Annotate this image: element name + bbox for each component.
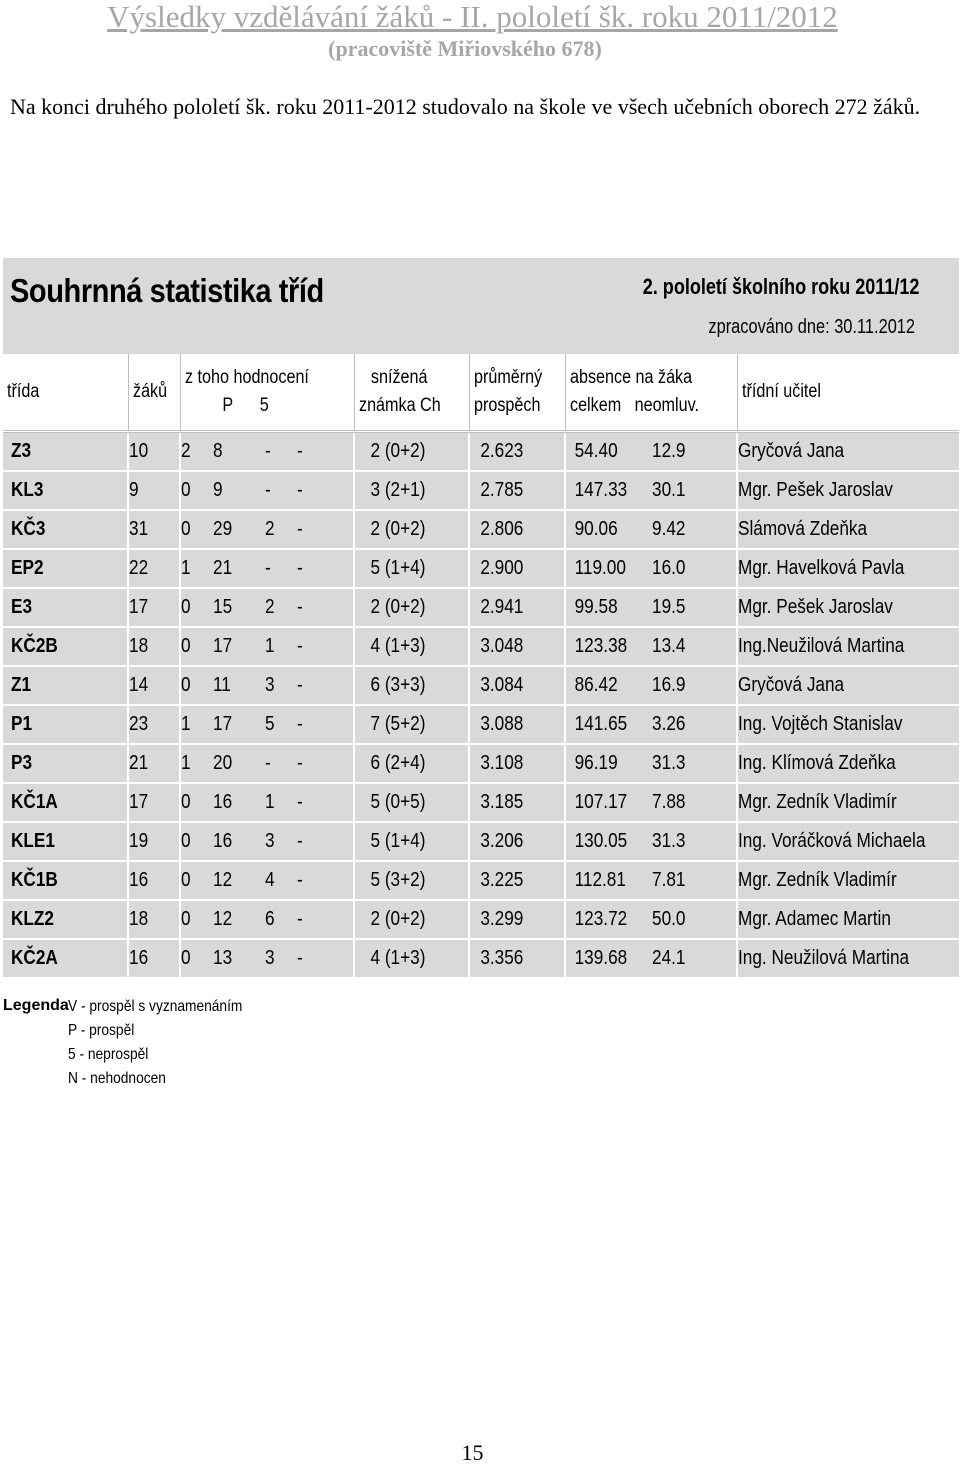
legend [3,995,959,1090]
cell-ucitel: Ing. Klímová Zdeňka [738,752,896,774]
cell-ucitel: Gryčová Jana [738,674,845,696]
cell-p: 16 [213,830,233,852]
cell-v: 1 [181,713,191,735]
cell-absence-celkem: 130.05 [574,830,628,852]
cell-prumer: 3.088 [480,713,524,735]
cell-5: - [265,752,271,774]
table-row [3,471,959,510]
cell-trida: P1 [11,713,33,735]
cell-absence-neomluv: 16.9 [652,674,686,696]
table-cell [565,822,737,861]
cell-n: - [297,674,303,696]
table-cell [469,744,565,783]
cell-p: 13 [213,947,233,969]
cell-ucitel: Mgr. Zedník Vladimír [738,791,897,813]
cell-trida: KČ1A [11,791,58,813]
cell-n: - [297,713,303,735]
legend-label: Legenda [3,997,69,1014]
table-row [3,900,959,939]
cell-absence-neomluv: 31.3 [652,830,686,852]
sheet-semester: 2. pololetí školního roku 2011/12 [642,274,919,299]
table-row [3,783,959,822]
cell-ucitel: Gryčová Jana [738,440,845,462]
cell-absence-celkem: 54.40 [574,440,618,462]
cell-prumer: 2.623 [480,440,524,462]
cell-zaku: 31 [129,518,149,540]
cell-n: - [297,830,303,852]
cell-ucitel: Ing. Vojtěch Stanislav [738,713,903,735]
table-cell [128,666,180,705]
cell-absence-neomluv: 24.1 [652,947,686,969]
table-cell [3,705,128,744]
cell-ucitel: Slámová Zdeňka [738,518,868,540]
table-row [3,549,959,588]
table-cell [565,939,737,978]
cell-snizena: 7 (5+2) [370,713,426,735]
cell-v: 1 [181,557,191,579]
cell-n: - [297,752,303,774]
table-cell [3,822,128,861]
cell-snizena: 4 (1+3) [370,635,426,657]
cell-trida: E3 [11,596,33,618]
cell-n: - [297,869,303,891]
table-cell [180,783,354,822]
cell-prumer: 2.806 [480,518,524,540]
table-cell [469,861,565,900]
table-row [3,666,959,705]
table-cell [180,627,354,666]
page-number: 15 [461,1440,484,1465]
cell-v: 0 [181,791,191,813]
table-cell [354,627,469,666]
cell-p: 20 [213,752,233,774]
cell-absence-neomluv: 31.3 [652,752,686,774]
table-cell [180,432,354,472]
cell-trida: KČ3 [11,518,46,540]
cell-n: - [297,635,303,657]
cell-snizena: 5 (3+2) [370,869,426,891]
cell-snizena: 4 (1+3) [370,947,426,969]
cell-5: - [265,479,271,501]
table-cell [128,432,180,472]
cell-p: 29 [213,518,233,540]
table-cell [180,822,354,861]
cell-absence-celkem: 96.19 [574,752,618,774]
cell-ucitel: Ing.Neužilová Martina [738,635,905,657]
cell-prumer: 2.785 [480,479,524,501]
page-title: Výsledky vzdělávání žáků - II. pololetí šk. roku 2011/2012 [107,0,838,34]
cell-v: 2 [181,440,191,462]
table-cell [737,549,959,588]
cell-v: 0 [181,869,191,891]
table-cell [3,939,128,978]
cell-zaku: 16 [129,947,149,969]
cell-snizena: 5 (1+4) [370,830,426,852]
table-cell [3,900,128,939]
statistics-sheet [3,258,959,1090]
cell-zaku: 16 [129,869,149,891]
cell-absence-neomluv: 3.26 [652,713,686,735]
table-cell [3,510,128,549]
cell-snizena: 6 (2+4) [370,752,426,774]
sheet-processed-date: zpracováno dne: 30.11.2012 [708,316,915,338]
cell-5: - [265,440,271,462]
table-cell [565,900,737,939]
page-subtitle: (pracoviště Miřiovského 678) [328,36,602,61]
table-cell [128,588,180,627]
cell-zaku: 23 [129,713,149,735]
table-cell [469,666,565,705]
table-cell [128,822,180,861]
cell-absence-celkem: 112.81 [574,869,626,891]
table-cell [180,861,354,900]
table-cell [354,900,469,939]
cell-n: - [297,791,303,813]
cell-absence-neomluv: 7.88 [652,791,686,813]
cell-snizena: 2 (0+2) [370,908,426,930]
cell-absence-neomluv: 50.0 [652,908,686,930]
cell-absence-celkem: 107.17 [574,791,628,813]
cell-absence-neomluv: 7.81 [652,869,686,891]
table-cell [128,705,180,744]
table-cell [565,471,737,510]
cell-zaku: 17 [129,596,149,618]
cell-trida: KL3 [11,479,44,501]
table-cell [3,432,128,472]
cell-snizena: 2 (0+2) [370,440,426,462]
table-cell [180,510,354,549]
table-cell [180,549,354,588]
cell-5: 2 [265,518,275,540]
legend-item: 5 - neprospěl [68,1046,149,1063]
cell-trida: KČ1B [11,869,58,891]
table-cell [354,588,469,627]
table-cell [469,471,565,510]
cell-trida: KLE1 [11,830,55,852]
sheet-banner [3,258,959,354]
table-cell [565,666,737,705]
table-cell [469,549,565,588]
table-row [3,705,959,744]
cell-p: 9 [213,479,223,501]
cell-trida: KČ2A [11,947,58,969]
cell-zaku: 21 [129,752,149,774]
cell-trida: P3 [11,752,33,774]
cell-5: 4 [265,869,275,891]
cell-absence-celkem: 139.68 [574,947,628,969]
cell-p: 12 [213,869,233,891]
table-cell [737,861,959,900]
table-cell [737,705,959,744]
table-cell [354,666,469,705]
table-cell [737,939,959,978]
table-cell [3,471,128,510]
table-cell [354,783,469,822]
col-header-ucitel: třídní učitel [737,354,959,432]
cell-prumer: 2.900 [480,557,524,579]
cell-v: 0 [181,947,191,969]
table-cell [565,588,737,627]
cell-absence-neomluv: 12.9 [652,440,686,462]
table-cell [737,432,959,472]
table-cell [3,744,128,783]
cell-zaku: 19 [129,830,149,852]
cell-v: 0 [181,635,191,657]
table-cell [469,627,565,666]
cell-prumer: 2.941 [480,596,524,618]
table-cell [128,510,180,549]
cell-n: - [297,947,303,969]
cell-5: 3 [265,830,275,852]
table-row [3,744,959,783]
cell-snizena: 6 (3+3) [370,674,426,696]
table-cell [565,510,737,549]
cell-ucitel: Mgr. Zedník Vladimír [738,869,897,891]
cell-absence-celkem: 123.38 [574,635,628,657]
cell-n: - [297,479,303,501]
cell-zaku: 10 [129,440,149,462]
cell-zaku: 18 [129,635,149,657]
table-row [3,510,959,549]
table-cell [3,861,128,900]
table-cell [3,588,128,627]
table-cell [354,939,469,978]
cell-snizena: 3 (2+1) [370,479,426,501]
cell-5: 2 [265,596,275,618]
cell-absence-celkem: 119.00 [574,557,626,579]
cell-zaku: 9 [129,479,139,501]
table-cell [737,822,959,861]
col-header-trida: třída [3,354,128,432]
col-header-snizena: snížená známka Ch [354,354,469,432]
table-cell [737,588,959,627]
table-cell [180,900,354,939]
cell-absence-neomluv: 19.5 [652,596,686,618]
cell-5: 3 [265,674,275,696]
cell-snizena: 2 (0+2) [370,518,426,540]
col-header-prumer: průměrný prospěch [469,354,565,432]
table-cell [354,705,469,744]
table-cell [3,549,128,588]
cell-trida: Z1 [11,674,32,696]
table-cell [737,666,959,705]
table-cell [180,744,354,783]
cell-zaku: 17 [129,791,149,813]
table-cell [128,627,180,666]
cell-absence-celkem: 147.33 [574,479,628,501]
table-cell [354,471,469,510]
class-statistics-table [3,354,959,979]
table-cell [128,549,180,588]
cell-snizena: 2 (0+2) [370,596,426,618]
table-cell [180,705,354,744]
cell-trida: EP2 [11,557,44,579]
cell-prumer: 3.206 [480,830,524,852]
table-cell [565,549,737,588]
table-cell [469,588,565,627]
table-cell [737,510,959,549]
table-cell [469,900,565,939]
cell-trida: KČ2B [11,635,58,657]
cell-v: 0 [181,479,191,501]
cell-prumer: 3.048 [480,635,524,657]
cell-v: 1 [181,752,191,774]
intro-paragraph: Na konci druhého pololetí šk. roku 2011-2012 studovalo na škole ve všech učebních oborech 272 žáků. [10,94,921,119]
cell-snizena: 5 (0+5) [370,791,426,813]
legend-item: V - prospěl s vyznamenáním [68,998,243,1015]
table-cell [180,666,354,705]
cell-ucitel: Ing. Neužilová Martina [738,947,910,969]
cell-trida: Z3 [11,440,32,462]
cell-n: - [297,557,303,579]
cell-5: 1 [265,791,275,813]
cell-prumer: 3.356 [480,947,524,969]
cell-zaku: 14 [129,674,149,696]
table-cell [354,861,469,900]
table-header-row [3,354,959,432]
cell-v: 0 [181,596,191,618]
cell-absence-celkem: 99.58 [574,596,618,618]
cell-prumer: 3.299 [480,908,524,930]
legend-item: P - prospěl [68,1022,135,1039]
table-cell [128,744,180,783]
table-cell [469,939,565,978]
table-row [3,588,959,627]
cell-ucitel: Mgr. Adamec Martin [738,908,891,930]
table-row [3,822,959,861]
cell-prumer: 3.225 [480,869,524,891]
cell-absence-neomluv: 30.1 [652,479,686,501]
table-cell [180,939,354,978]
cell-n: - [297,908,303,930]
sheet-title: Souhrnná statistika tříd [10,272,324,309]
cell-p: 17 [213,713,233,735]
table-cell [128,783,180,822]
cell-n: - [297,440,303,462]
cell-5: - [265,557,271,579]
cell-p: 11 [213,674,231,696]
table-cell [180,471,354,510]
cell-5: 1 [265,635,275,657]
col-header-hodnoceni: z toho hodnocení P 5 [180,354,354,432]
cell-zaku: 22 [129,557,149,579]
table-cell [469,822,565,861]
table-cell [128,471,180,510]
cell-prumer: 3.108 [480,752,524,774]
col-header-absence: absence na žáka celkem neomluv. [565,354,737,432]
legend-item: N - nehodnocen [68,1070,166,1087]
table-cell [469,705,565,744]
cell-absence-neomluv: 16.0 [652,557,686,579]
cell-v: 0 [181,908,191,930]
cell-absence-neomluv: 13.4 [652,635,686,657]
table-cell [565,627,737,666]
table-cell [180,588,354,627]
cell-prumer: 3.185 [480,791,524,813]
cell-trida: KLZ2 [11,908,54,930]
table-cell [737,783,959,822]
cell-ucitel: Ing. Voráčková Michaela [738,830,926,852]
cell-ucitel: Mgr. Havelková Pavla [738,557,905,579]
table-cell [737,900,959,939]
table-cell [128,900,180,939]
cell-p: 16 [213,791,233,813]
cell-p: 15 [213,596,233,618]
table-cell [3,627,128,666]
cell-prumer: 3.084 [480,674,524,696]
table-cell [469,432,565,472]
table-cell [3,666,128,705]
cell-ucitel: Mgr. Pešek Jaroslav [738,479,893,501]
cell-absence-celkem: 90.06 [574,518,618,540]
cell-p: 17 [213,635,233,657]
table-cell [469,510,565,549]
table-cell [565,783,737,822]
table-cell [354,822,469,861]
table-row [3,939,959,978]
cell-v: 0 [181,674,191,696]
cell-p: 8 [213,440,223,462]
col-header-zaku: žáků [128,354,180,432]
table-cell [565,432,737,472]
table-cell [737,627,959,666]
table-cell [737,471,959,510]
cell-ucitel: Mgr. Pešek Jaroslav [738,596,893,618]
cell-absence-celkem: 123.72 [574,908,628,930]
cell-v: 0 [181,830,191,852]
cell-absence-neomluv: 9.42 [652,518,686,540]
cell-absence-celkem: 86.42 [574,674,618,696]
cell-5: 6 [265,908,275,930]
table-cell [128,939,180,978]
cell-5: 5 [265,713,275,735]
table-cell [354,510,469,549]
table-row [3,432,959,472]
cell-p: 12 [213,908,233,930]
table-cell [469,783,565,822]
table-row [3,861,959,900]
table-cell [354,549,469,588]
cell-n: - [297,518,303,540]
table-cell [565,744,737,783]
cell-v: 0 [181,518,191,540]
cell-p: 21 [213,557,233,579]
table-cell [565,861,737,900]
table-cell [354,744,469,783]
cell-absence-celkem: 141.65 [574,713,628,735]
table-cell [354,432,469,472]
cell-n: - [297,596,303,618]
cell-zaku: 18 [129,908,149,930]
cell-5: 3 [265,947,275,969]
table-cell [3,783,128,822]
table-cell [128,861,180,900]
table-cell [737,744,959,783]
table-row [3,627,959,666]
table-cell [565,705,737,744]
cell-snizena: 5 (1+4) [370,557,426,579]
